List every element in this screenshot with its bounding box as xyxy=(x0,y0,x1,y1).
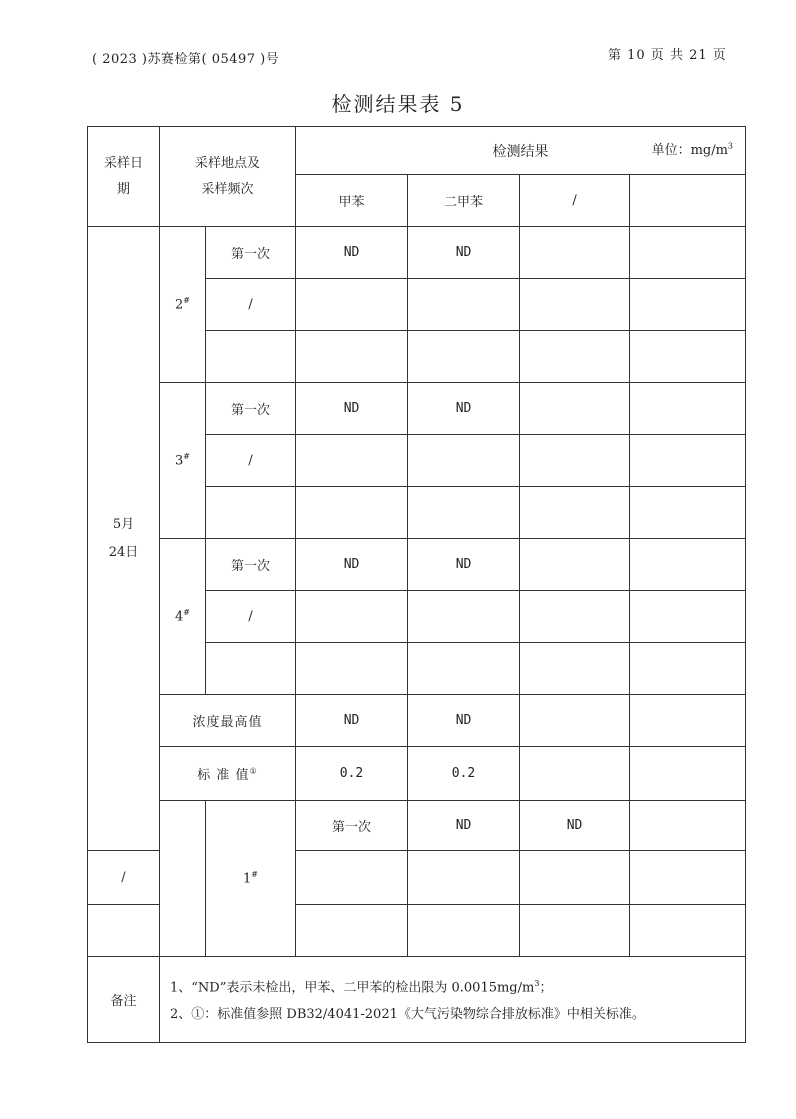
value-cell xyxy=(408,279,520,331)
max-value-cell xyxy=(630,695,746,747)
value-cell xyxy=(630,435,746,487)
value-cell xyxy=(630,801,746,851)
table-title: 检测结果表 5 xyxy=(331,92,465,116)
pollutant-toluene: 甲苯 xyxy=(296,175,408,227)
value-cell xyxy=(296,643,408,695)
point-label: 3# xyxy=(160,383,206,539)
header-date-line1: 采样日 xyxy=(103,155,143,171)
value-cell xyxy=(296,435,408,487)
value-cell xyxy=(520,227,630,279)
value-cell xyxy=(408,851,520,905)
value-cell xyxy=(520,851,630,905)
date-month: 5月 xyxy=(112,516,135,532)
point-label: 2# xyxy=(160,227,206,383)
value-cell xyxy=(630,539,746,591)
standard-value-cell xyxy=(630,747,746,801)
results-table xyxy=(87,126,746,1043)
value-cell xyxy=(520,279,630,331)
freq-cell xyxy=(206,487,296,539)
value-cell: ND xyxy=(408,539,520,591)
value-cell xyxy=(408,591,520,643)
results-label: 检测结果 xyxy=(492,144,549,160)
header-site-line1: 采样地点及 xyxy=(195,155,261,171)
value-cell: ND xyxy=(408,227,520,279)
value-cell xyxy=(520,435,630,487)
header-date-line2: 期 xyxy=(116,181,130,197)
header-results xyxy=(296,127,746,175)
point-label: 1# xyxy=(206,801,296,957)
freq-cell: 第一次 xyxy=(296,801,408,851)
freq-cell: / xyxy=(206,591,296,643)
standard-value-label: 标 准 值① xyxy=(160,747,296,801)
value-cell xyxy=(630,643,746,695)
value-cell xyxy=(520,487,630,539)
value-cell xyxy=(408,435,520,487)
note-line-2: 2、①：标准值参照 DB32/4041-2021《大气污染物综合排放标准》中相关标准。 xyxy=(170,1006,645,1022)
notes-content xyxy=(160,957,746,1043)
value-cell xyxy=(408,331,520,383)
report-number: ( 2023 )苏赛检第( 05497 )号 xyxy=(92,52,280,67)
value-cell xyxy=(520,905,630,957)
value-cell xyxy=(520,643,630,695)
value-cell xyxy=(408,487,520,539)
page-number: 第 10 页 共 21 页 xyxy=(608,48,727,63)
value-cell xyxy=(630,487,746,539)
notes-label: 备注 xyxy=(88,957,160,1043)
freq-cell: 第一次 xyxy=(206,383,296,435)
value-cell xyxy=(296,279,408,331)
freq-cell: 第一次 xyxy=(206,539,296,591)
standard-value-cell: 0.2 xyxy=(408,747,520,801)
value-cell xyxy=(296,487,408,539)
max-value-cell: ND xyxy=(296,695,408,747)
value-cell xyxy=(630,851,746,905)
max-value-cell xyxy=(520,695,630,747)
freq-cell: / xyxy=(206,435,296,487)
value-cell xyxy=(630,331,746,383)
header-sampling-site xyxy=(160,127,296,227)
note-line-1: 1、“ND”表示未检出，甲苯、二甲苯的检出限为 $0.0015mg/m^3$； xyxy=(170,979,553,996)
value-cell xyxy=(630,591,746,643)
point-label: 4# xyxy=(160,539,206,695)
header-site-line2: 采样频次 xyxy=(201,181,254,197)
freq-cell: 第一次 xyxy=(206,227,296,279)
standard-value-cell: 0.2 xyxy=(296,747,408,801)
value-cell xyxy=(630,227,746,279)
value-cell xyxy=(630,905,746,957)
header-sampling-date xyxy=(88,127,160,227)
value-cell xyxy=(520,591,630,643)
value-cell xyxy=(630,383,746,435)
freq-cell xyxy=(88,905,160,957)
freq-cell xyxy=(206,643,296,695)
value-cell xyxy=(296,331,408,383)
value-cell xyxy=(520,539,630,591)
value-cell: ND xyxy=(520,801,630,851)
freq-cell: / xyxy=(206,279,296,331)
value-cell xyxy=(630,279,746,331)
max-value-cell: ND xyxy=(408,695,520,747)
standard-value-cell xyxy=(520,747,630,801)
pollutant-xylene: 二甲苯 xyxy=(408,175,520,227)
value-cell xyxy=(296,905,408,957)
sampling-date xyxy=(88,227,160,851)
unit-label: 单位：$mg/m^3$ xyxy=(651,141,734,158)
value-cell: ND xyxy=(296,227,408,279)
freq-cell xyxy=(206,331,296,383)
value-cell: ND xyxy=(296,539,408,591)
value-cell xyxy=(520,383,630,435)
value-cell: ND xyxy=(408,801,520,851)
value-cell: ND xyxy=(408,383,520,435)
value-cell xyxy=(296,851,408,905)
pollutant-empty xyxy=(630,175,746,227)
freq-cell: / xyxy=(88,851,160,905)
max-concentration-label: 浓度最高值 xyxy=(160,695,296,747)
value-cell xyxy=(520,331,630,383)
date-blank-cell xyxy=(160,801,206,957)
value-cell xyxy=(296,591,408,643)
date-day: 24日 xyxy=(108,544,139,560)
value-cell xyxy=(408,643,520,695)
value-cell xyxy=(408,905,520,957)
pollutant-slash: / xyxy=(520,175,630,227)
value-cell: ND xyxy=(296,383,408,435)
